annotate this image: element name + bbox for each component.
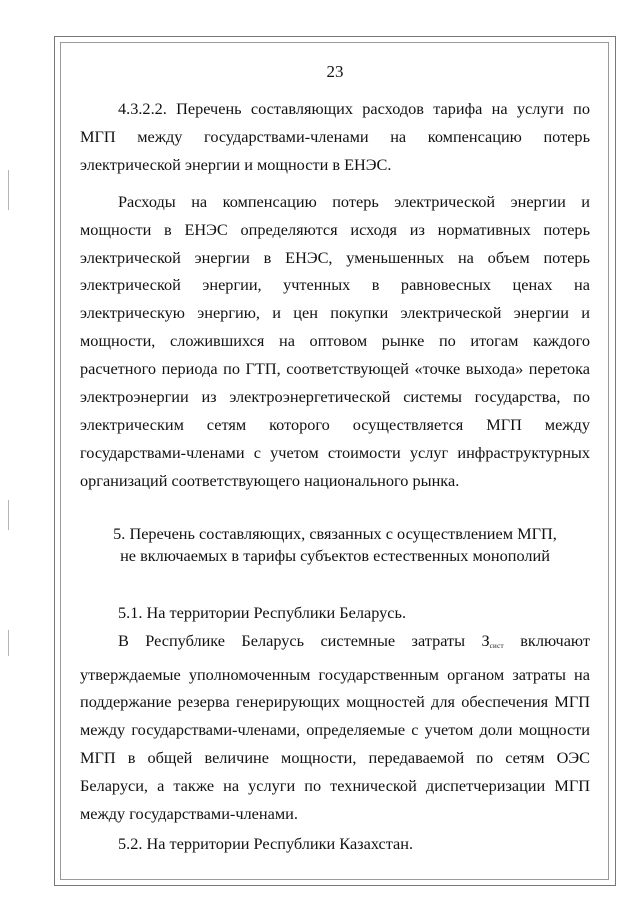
scan-margin-mark bbox=[8, 630, 9, 656]
clause-5-2-title: 5.2. На территории Республики Казахстан. bbox=[118, 833, 414, 853]
section-5-heading-line-2: не включаемых в тарифы субъектов естественных монополий bbox=[120, 545, 550, 565]
scan-margin-mark bbox=[8, 500, 9, 530]
clause-5-1-title: 5.1. На территории Республики Беларусь. bbox=[118, 602, 407, 622]
clause-5-1-body-end: включают утверждаемые уполномоченным государственным органом затраты на поддержание резерва генерирующих мощностей для обеспечения МГП между государствами-членами, определяемые с учетом доли мощности МГП в общей величине мощности, передаваемой по сетям ОЭС Беларуси, а также на услуги по технической диспетчеризации МГП между государствами-членами. bbox=[80, 630, 590, 824]
section-5-heading bbox=[80, 523, 590, 567]
document-body bbox=[80, 56, 590, 858]
clause-4-3-2-2-body: Расходы на компенсацию потерь электрической энергии и мощности в ЕНЭС определяются исходя из нормативных потерь электрической энергии в ЕНЭС, уменьшенных на объем потерь электрической энергии, учтенных в равновесных ценах на электрическую энергию, и цен покупки электрической энергии и мощности, сложившихся на оптовом рынке по итогам каждого расчетного периода по ГТП, соответствующей «точке выхода» перетока электроэнергии из электроэнергетической системы государства, по электрическим сетям которого осуществляется МГП между государствами-членами с учетом стоимости услуг инфраструктурных организаций соответствующего национального рынка. bbox=[80, 191, 590, 490]
clause-5-1-body-start: В Республике Беларусь системные затраты З bbox=[118, 630, 490, 650]
section-5-heading-line-1: 5. Перечень составляющих, связанных с осуществлением МГП, bbox=[113, 523, 557, 543]
clause-5-1-subscript: сист bbox=[489, 641, 504, 650]
scan-margin-mark bbox=[8, 170, 9, 210]
clause-5-1-body bbox=[80, 627, 590, 828]
page-number: 23 bbox=[326, 62, 344, 81]
clause-4-3-2-2-title: 4.3.2.2. Перечень составляющих расходов тарифа на услуги по МГП между государствами-членами на компенсацию потерь электрической энергии и мощности в ЕНЭС. bbox=[80, 99, 590, 174]
